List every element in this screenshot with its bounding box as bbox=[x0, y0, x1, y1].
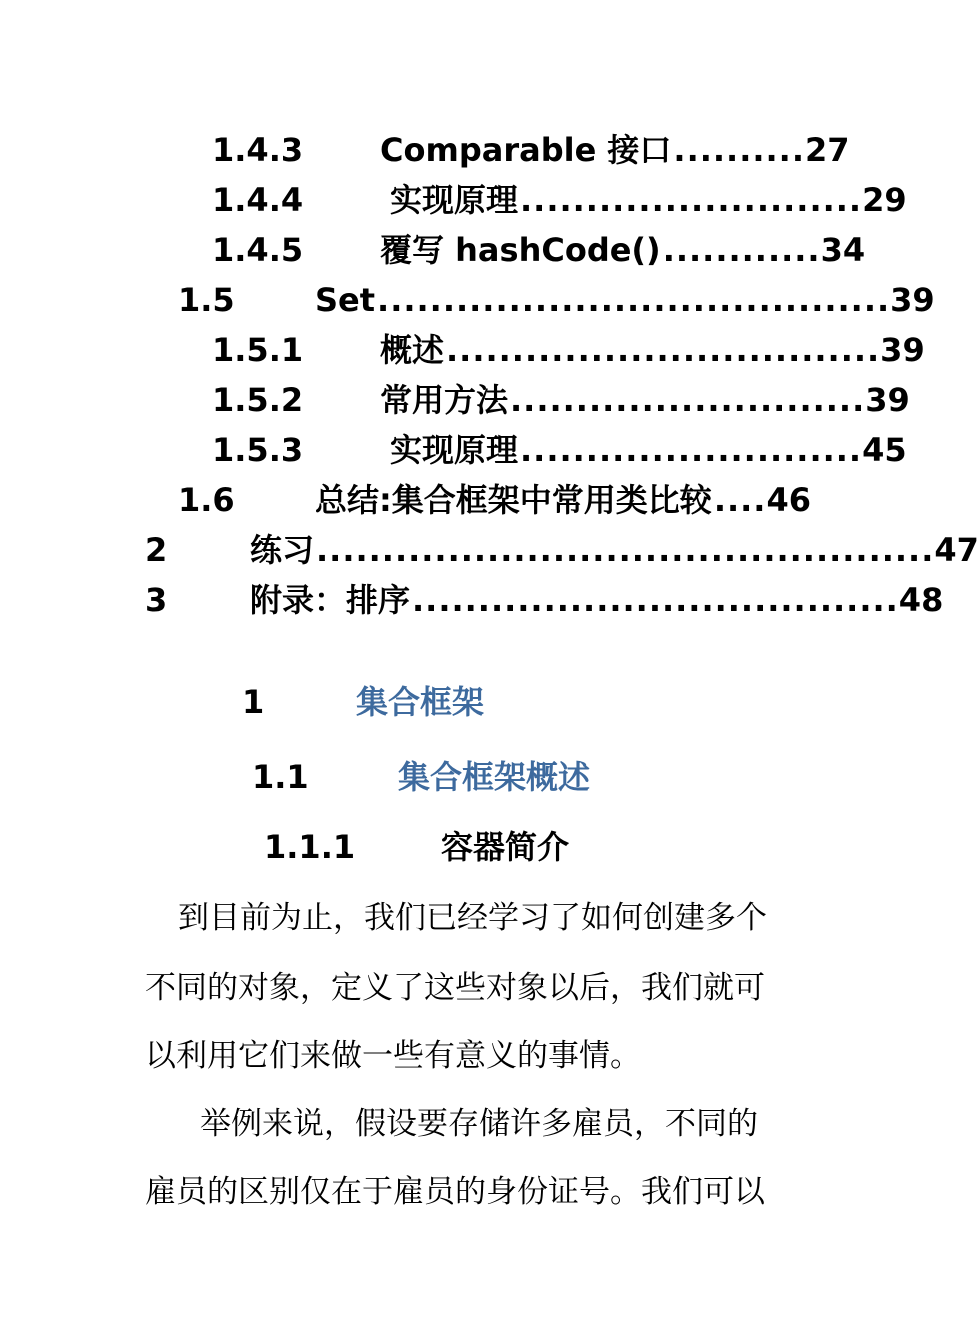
toc-page: 45 bbox=[862, 431, 907, 469]
toc-leader: ................................. bbox=[446, 331, 881, 369]
toc-title: 练习 bbox=[250, 531, 315, 569]
toc-page: 39 bbox=[890, 281, 935, 319]
toc-number: 1.5 bbox=[178, 281, 235, 319]
toc-page: 39 bbox=[865, 381, 910, 419]
toc-number: 2 bbox=[145, 531, 168, 569]
toc-entry[interactable] bbox=[145, 580, 944, 620]
toc-page: 34 bbox=[820, 231, 866, 269]
toc-leader: ............ bbox=[662, 231, 821, 269]
heading-level-1 bbox=[242, 682, 642, 722]
toc-entry[interactable] bbox=[145, 530, 979, 570]
toc-leader: ............................................... bbox=[316, 531, 935, 569]
toc-leader: .......................... bbox=[520, 181, 863, 219]
toc-title: 覆写 hashCode() bbox=[380, 231, 661, 269]
toc-leader: ........................... bbox=[510, 381, 866, 419]
heading-number: 1 bbox=[242, 683, 265, 721]
toc-page: 48 bbox=[898, 581, 944, 619]
toc-title: 总结:集合框架中常用类比较 bbox=[315, 481, 712, 519]
toc-page: 39 bbox=[880, 331, 925, 369]
toc-number: 3 bbox=[145, 581, 168, 619]
toc-number: 1.4.3 bbox=[212, 131, 304, 169]
toc-title: Set bbox=[315, 281, 376, 319]
toc-page: 47 bbox=[934, 531, 979, 569]
heading-level-2 bbox=[252, 757, 652, 797]
toc-number: 1.6 bbox=[178, 481, 235, 519]
toc-page: 29 bbox=[862, 181, 907, 219]
toc-number: 1.4.4 bbox=[212, 181, 304, 219]
toc-number: 1.4.5 bbox=[212, 231, 304, 269]
toc-number: 1.5.1 bbox=[212, 331, 304, 369]
toc-entry[interactable] bbox=[178, 280, 935, 320]
paragraph-line: 不同的对象，定义了这些对象以后，我们就可 bbox=[145, 970, 765, 1006]
heading-title: 集合框架 bbox=[356, 683, 485, 721]
toc-number: 1.5.3 bbox=[212, 431, 304, 469]
toc-title: 常用方法 bbox=[380, 381, 509, 419]
toc-entry[interactable] bbox=[212, 330, 925, 370]
heading-title: 容器简介 bbox=[441, 828, 570, 866]
toc-leader: .......... bbox=[673, 131, 805, 169]
heading-number: 1.1.1 bbox=[264, 828, 356, 866]
paragraph-line: 举例来说，假设要存储许多雇员，不同的 bbox=[200, 1106, 758, 1142]
toc-number: 1.5.2 bbox=[212, 381, 304, 419]
toc-entry[interactable] bbox=[212, 230, 866, 270]
toc-leader: ....................................... bbox=[377, 281, 891, 319]
toc-leader: ..................................... bbox=[412, 581, 899, 619]
heading-title: 集合框架概述 bbox=[398, 758, 591, 796]
toc-leader: .... bbox=[713, 481, 767, 519]
toc-page: 46 bbox=[766, 481, 811, 519]
toc-entry[interactable] bbox=[212, 180, 907, 220]
toc-title: 附录：排序 bbox=[250, 581, 411, 619]
paragraph-line: 以利用它们来做一些有意义的事情。 bbox=[145, 1038, 641, 1074]
toc-title: 概述 bbox=[380, 331, 445, 369]
toc-title: Comparable 接口 bbox=[380, 131, 672, 169]
toc-entry[interactable] bbox=[212, 380, 910, 420]
toc-entry[interactable] bbox=[212, 430, 907, 470]
toc-leader: .......................... bbox=[520, 431, 863, 469]
toc-entry[interactable] bbox=[178, 480, 811, 520]
toc-title: 实现原理 bbox=[390, 431, 519, 469]
toc-title: 实现原理 bbox=[390, 181, 519, 219]
paragraph-line: 雇员的区别仅在于雇员的身份证号。我们可以 bbox=[145, 1174, 765, 1210]
toc-entry[interactable] bbox=[212, 130, 850, 170]
heading-number: 1.1 bbox=[252, 758, 309, 796]
toc-page: 27 bbox=[804, 131, 850, 169]
heading-level-3 bbox=[264, 827, 664, 867]
paragraph-line: 到目前为止，我们已经学习了如何创建多个 bbox=[178, 900, 767, 936]
